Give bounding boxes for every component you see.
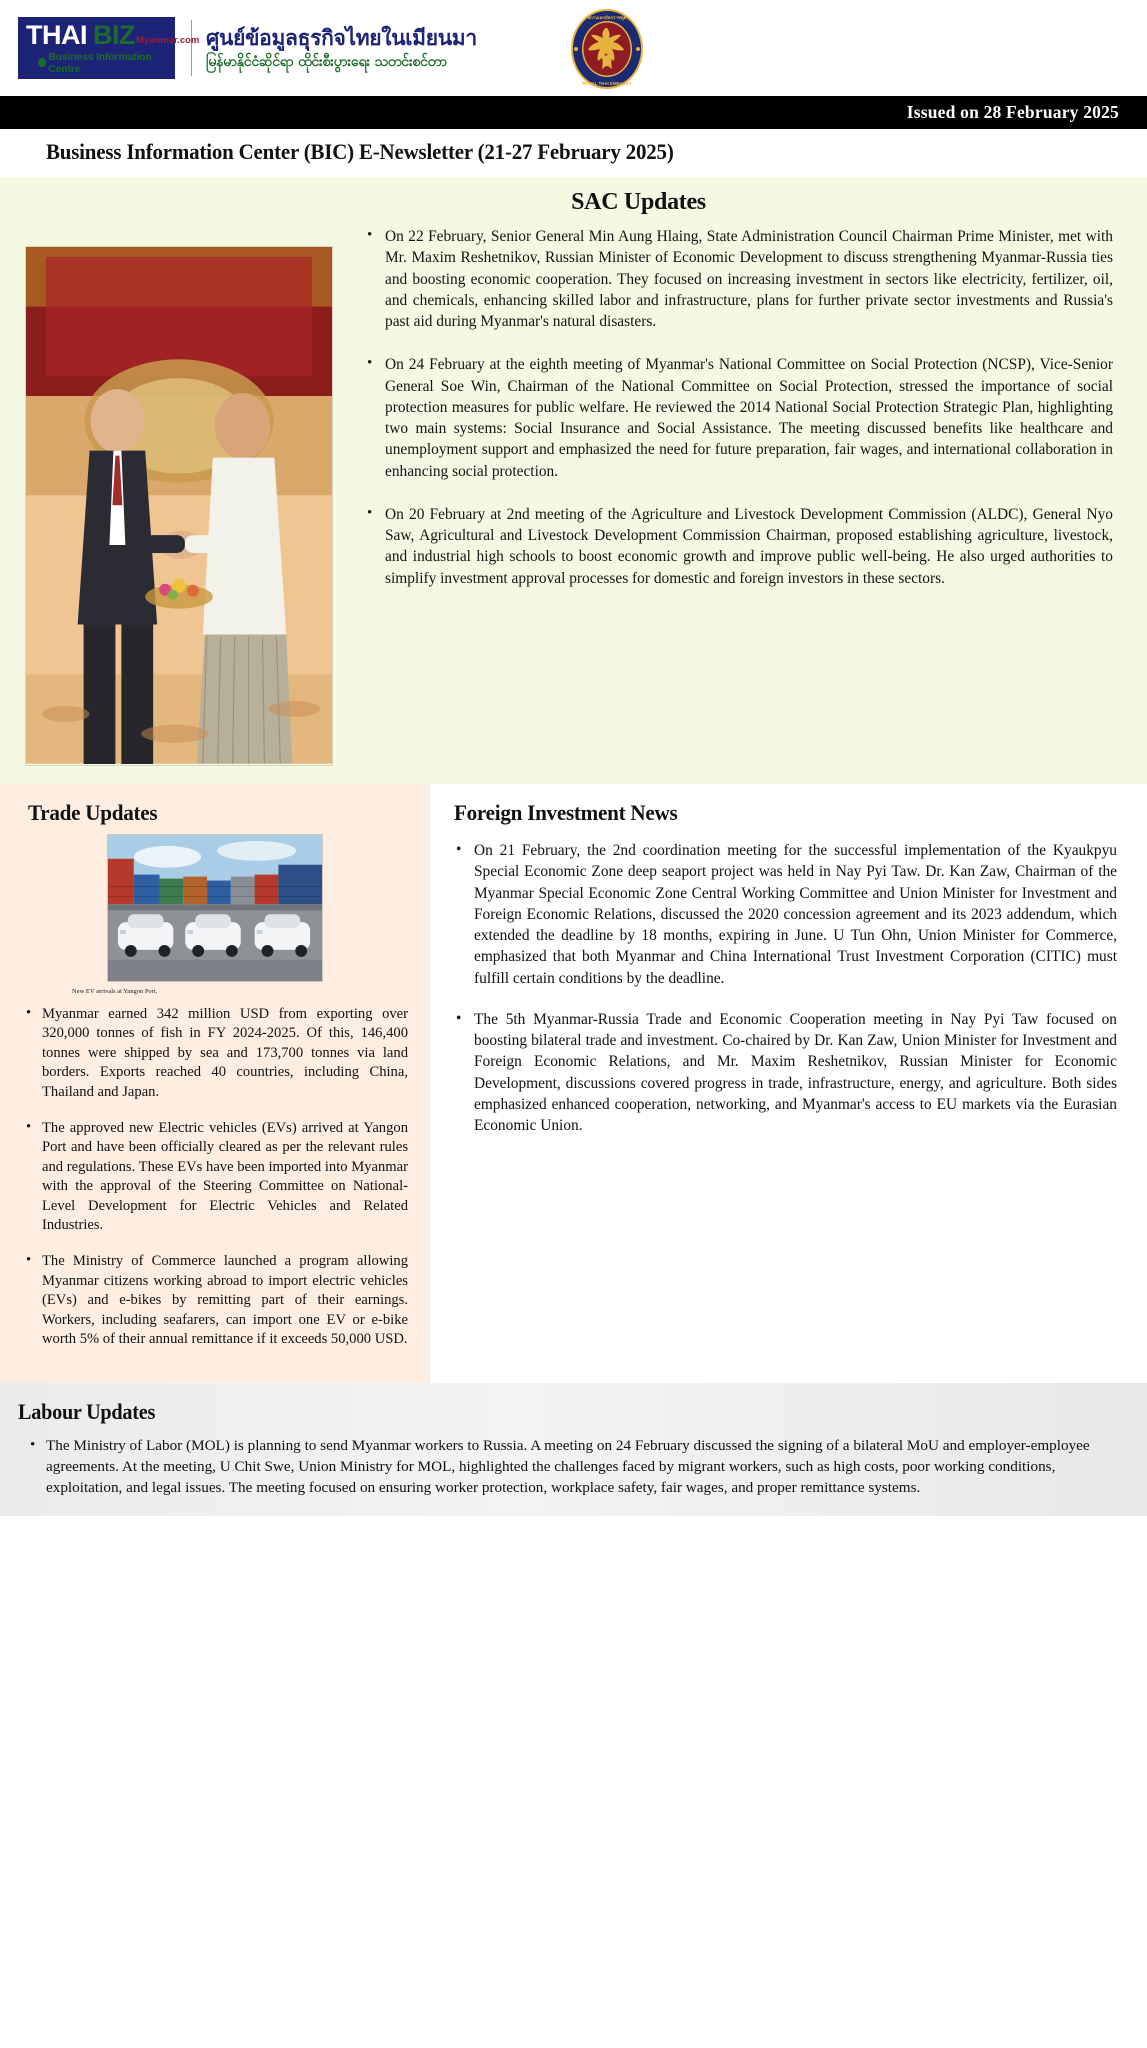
sac-updates-body: [0, 226, 1147, 766]
trade-updates-heading: Trade Updates: [28, 800, 158, 825]
middle-two-column-section: [0, 784, 1147, 1383]
burmese-title-text: မြန်မာနိုင်ငံဆိုင်ရာ ထိုင်းစီးပွားရေး သတင်းစင်တာ: [206, 54, 447, 71]
sac-updates-section: [0, 177, 1147, 784]
logo-subtitle-text: Business Information Centre: [48, 50, 152, 75]
logo-box: [18, 17, 200, 79]
trade-updates-section: [0, 784, 430, 1383]
issued-date-text: Issued on 28 February 2025: [906, 102, 1119, 122]
labour-updates-list: [0, 1435, 1147, 1499]
logo-tagline-row: [38, 51, 175, 75]
foreign-investment-list: [430, 840, 1147, 1136]
sac-handshake-photo: [25, 246, 333, 766]
list-item: • The 5th Myanmar-Russia Trade and Economic Cooperation meeting in Nay Pyi Taw focused on boosting bilateral trade and investment. Co-chaired by Dr. Kan Zaw, Union Minister for Investment and Foreign Economic Relations, and Mr. Maxim Reshetnikov, Russian Minister for Economic Development, discussions covered progress in trade, infrastructure, energy, and agriculture. Both sides emphasized enhanced cooperation, networking, and Myanmar's access to EU markets via the Eurasian Economic Union.: [456, 1009, 1117, 1137]
list-item: • On 20 February at 2nd meeting of the Agriculture and Livestock Development Commission (ALDC), General Nyo Saw, Agricultural and Livestock Development Commission Chairman, proposed establishing agriculture, livestock, and industrial high schools to boost economic growth and improve public well-being. He also urged authorities to simplify investment approval processes for domestic and foreign investors in these sectors.: [367, 504, 1113, 589]
list-item: • On 21 February, the 2nd coordination meeting for the successful implementation of the Kyaukpyu Special Economic Zone deep seaport project was held in Nay Pyi Taw. Dr. Kan Zaw, Chairman of the Myanmar Special Economic Zone Central Working Committee and Union Minister for Investment and Foreign Economic Relations, discussed the 2020 concession agreement and its 2023 addendum, which extended the deadline by 18 months, expiring in June. U Tun Ohn, Union Minister for Commerce, emphasized that both Myanmar and China International Trust Investment Corporation (CITIC) must fulfill certain conditions by the deadline.: [456, 840, 1117, 989]
thai-title-text: ศูนย์ข้อมูลธุรกิจไทยในเมียนมา: [206, 25, 477, 50]
foreign-investment-news-section: [430, 784, 1147, 1383]
logo-biz-text: BIZ: [93, 19, 135, 50]
newsletter-title-block: [0, 129, 1147, 177]
list-item: • The Ministry of Commerce launched a program allowing Myanmar citizens working abroad to import electric vehicles (EVs) and e-bikes by remitting part of their earnings. Workers, including seafarers, can import one EV or e-bike worth 5% of their annual remittance if it exceeds 50,000 USD.: [26, 1252, 408, 1349]
logo-divider: [191, 20, 192, 76]
list-item: • Myanmar earned 342 million USD from exporting over 320,000 tonnes of fish in FY 2024-2025. Of this, 146,400 tonnes were shipped by sea and 173,700 tonnes via land borders. Exports reached 40 countries, including China, Thailand and Japan.: [26, 1005, 408, 1102]
foreign-investment-heading: Foreign Investment News: [454, 800, 678, 825]
sac-updates-list: [333, 226, 1147, 611]
svg-text:ROYAL THAI EMBASSY: ROYAL THAI EMBASSY: [582, 81, 632, 86]
labour-updates-heading: Labour Updates: [18, 1398, 156, 1424]
green-dot-icon: [38, 58, 46, 67]
list-item: • The Ministry of Labor (MOL) is planning to send Myanmar workers to Russia. A meeting on 24 February discussed the signing of a bilateral MoU and employer-employee agreements. At the meeting, U Chit Swe, Union Ministry for MOL, highlighted the challenges faced by migrant workers, such as high costs, poor working conditions, exploitation, and legal issues. The meeting focused on ensuring worker protection, workplace safety, fair wages, and proper remittance systems.: [30, 1435, 1121, 1499]
issued-date-bar: [0, 96, 1147, 129]
thai-burmese-title-block: [206, 25, 477, 71]
list-item: • On 22 February, Senior General Min Aung Hlaing, State Administration Council Chairman Prime Minister, met with Mr. Maxim Reshetnikov, Russian Minister of Economic Development to discuss strengthening Myanmar-Russia ties and boosting economic cooperation. They focused on increasing investment in sectors like electricity, fertilizer, oil, and chemicals, enhancing skilled labor and infrastructure, plans for further private sector investments and Russia's past aid during Myanmar's natural disasters.: [367, 226, 1113, 332]
page-title: Business Information Center (BIC) E-Newsletter (21-27 February 2025): [46, 139, 674, 164]
trade-updates-list: [0, 1005, 430, 1350]
svg-text:สถานเอกอัครราชทูต: สถานเอกอัครราชทูต: [587, 15, 627, 20]
masthead: [0, 0, 1147, 96]
logo-wordmark: [26, 19, 200, 50]
logo-thai-text: THAI: [26, 19, 87, 50]
ev-arrivals-yangon-port-photo: [107, 834, 323, 982]
trade-photo-caption: New EV arrivals at Yangon Port.: [72, 988, 158, 995]
logo-myanmar-domain-text: Myanmar.com: [136, 34, 200, 46]
list-item: • On 24 February at the eighth meeting of Myanmar's National Committee on Social Protection (NCSP), Vice-Senior General Soe Win, Chairman of the National Committee on Social Protection, stressed the importance of social protection measures for public welfare. He reviewed the 2014 National Social Protection Strategic Plan, highlighting two main systems: Social Insurance and Social Assistance. The meeting discussed benefits like healthcare and unemployment support and emphasized the need for future preparation, fair wages, and international collaboration in enhancing social protection.: [367, 354, 1113, 482]
sac-updates-heading: SAC Updates: [571, 189, 706, 215]
labour-updates-section: [0, 1383, 1147, 1517]
royal-thai-embassy-seal-icon: [568, 8, 646, 90]
list-item: • The approved new Electric vehicles (EVs) arrived at Yangon Port and have been officially cleared as per the relevant rules and regulations. These EVs have been imported into Myanmar with the approval of the Steering Committee on National-Level Development for Electric Vehicles and Related Industries.: [26, 1119, 408, 1235]
thaibiz-logo[interactable]: [18, 17, 477, 79]
